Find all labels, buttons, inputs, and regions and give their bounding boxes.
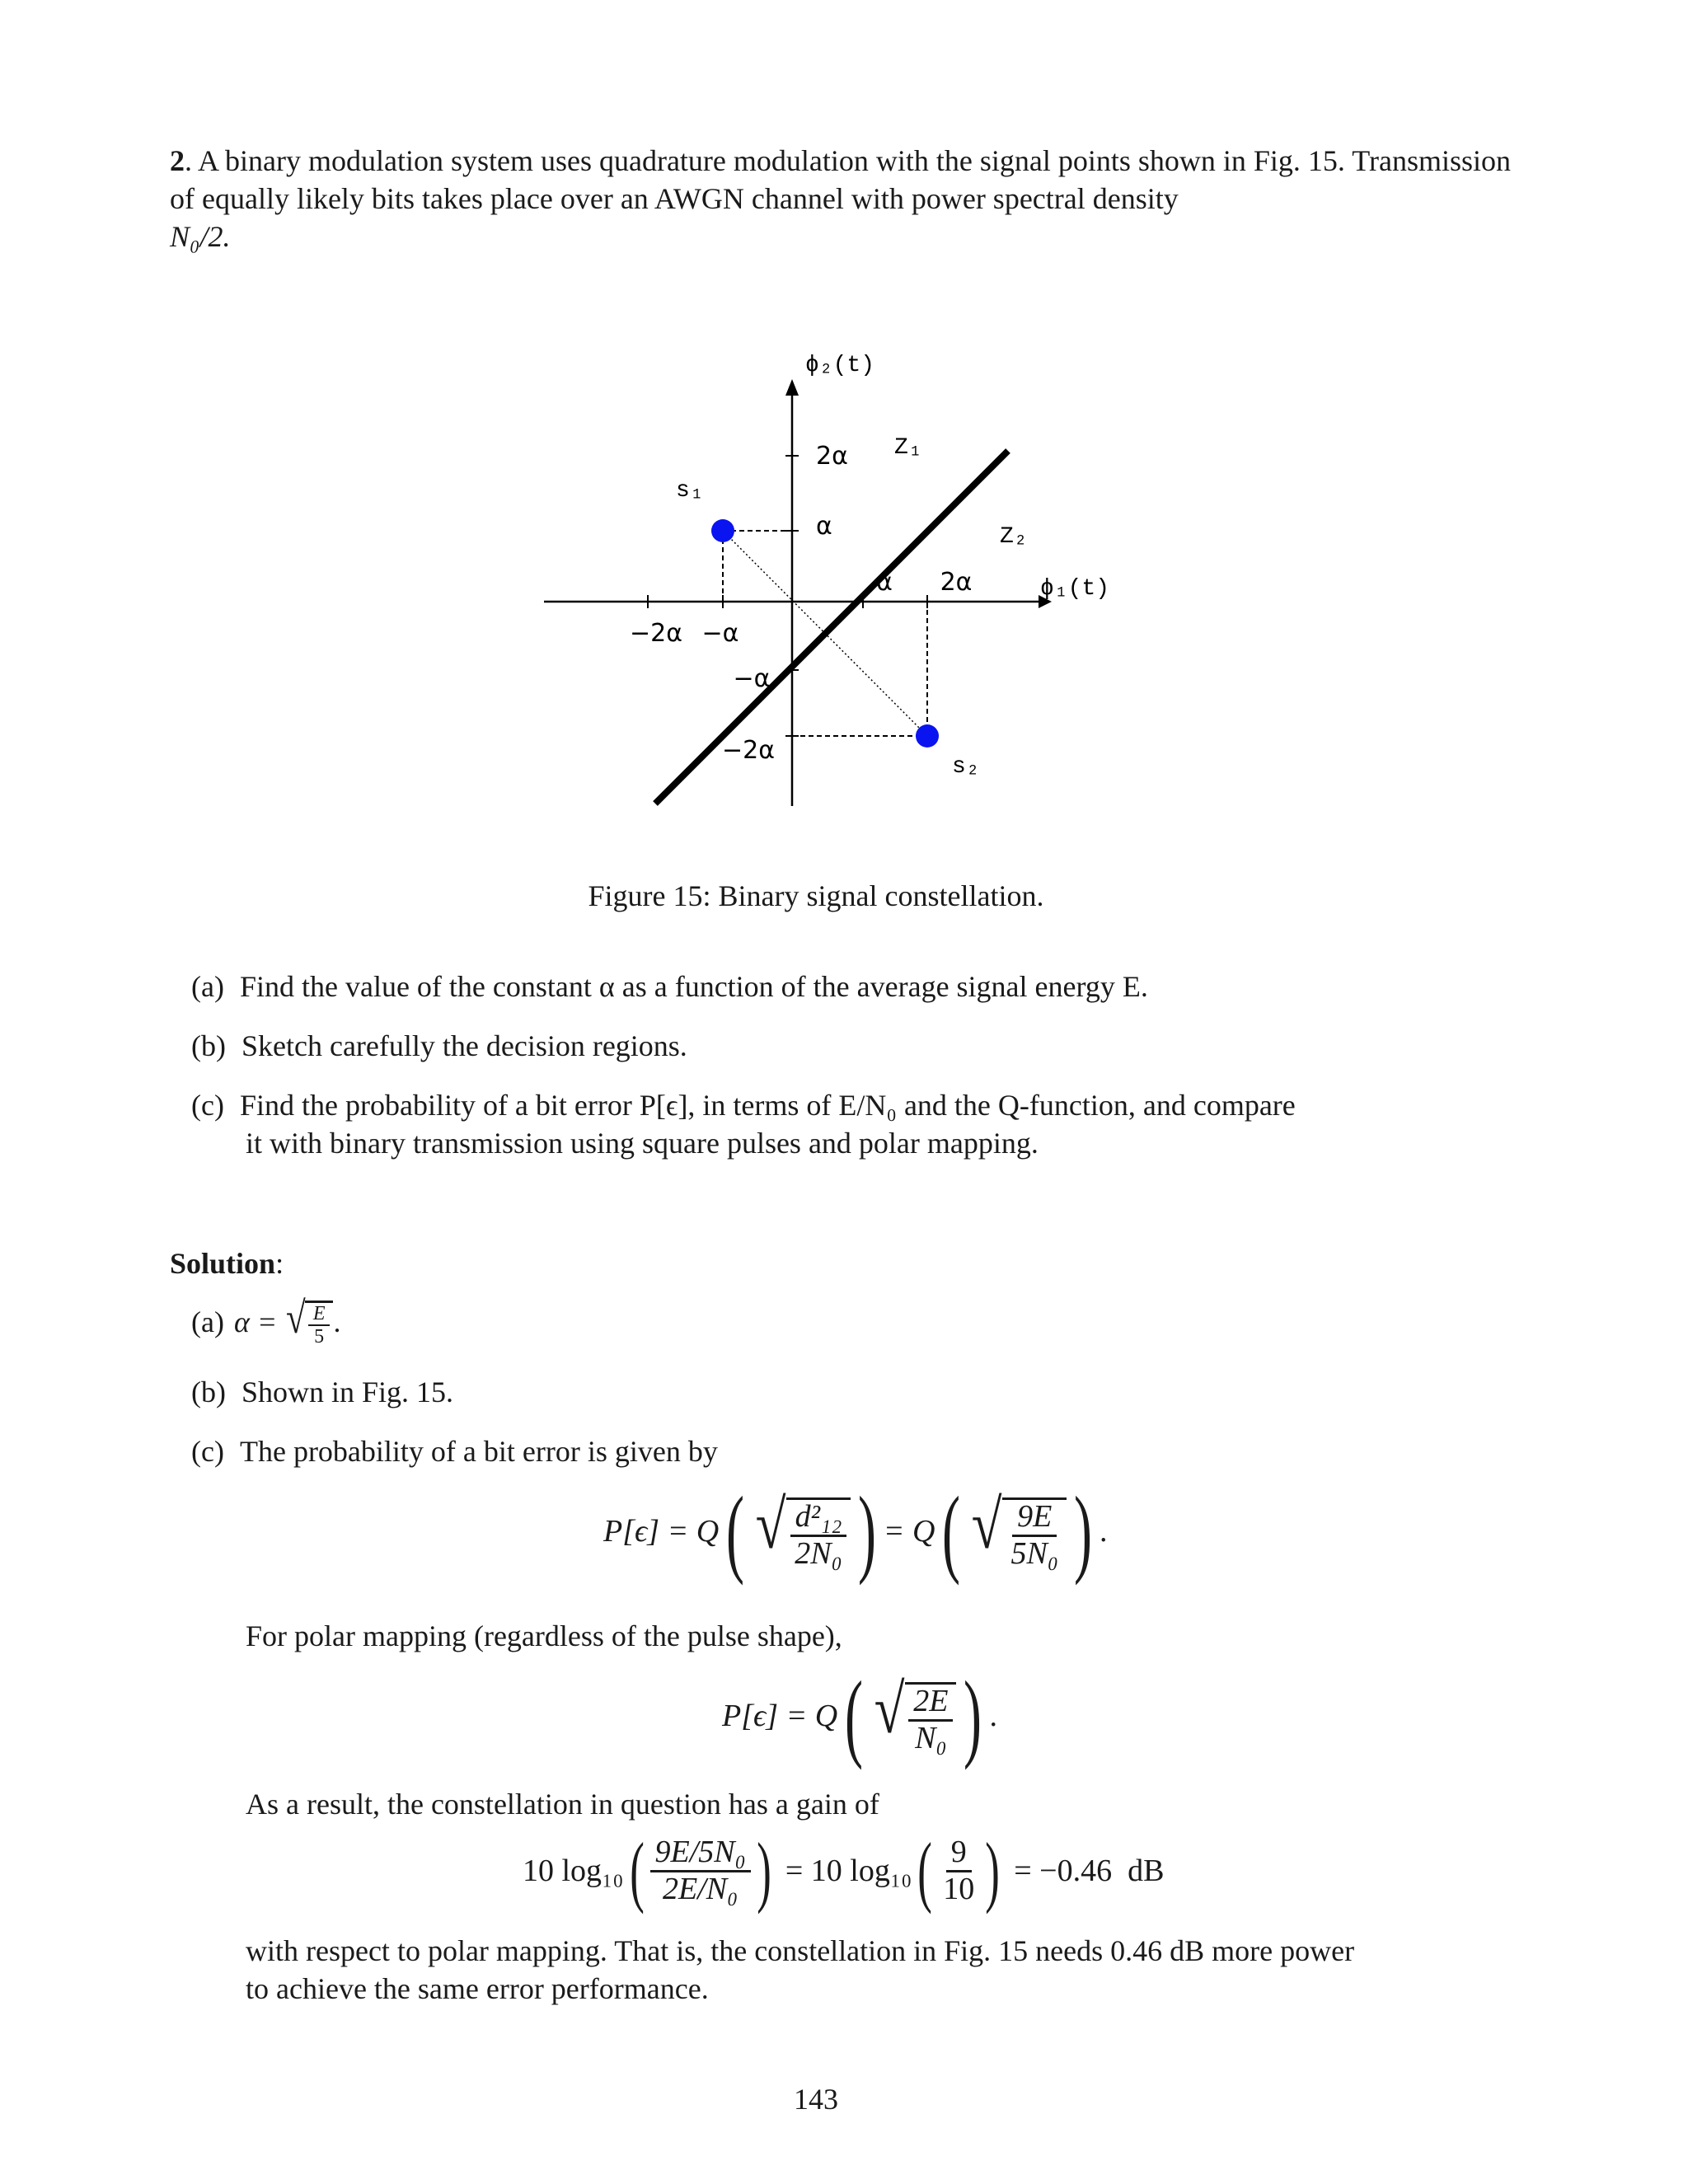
s1-label: s₁	[676, 478, 704, 504]
question-c-text-2: it with binary transmission using square pulses and polar mapping.	[246, 1127, 1039, 1160]
eq3-mid: = 10 log₁₀	[785, 1854, 912, 1888]
phi1-label: ϕ₁(t)	[1040, 576, 1110, 602]
eq3-num: 9E/5N₀	[650, 1835, 751, 1872]
solution-a-sqrt	[284, 1293, 333, 1348]
closing-line-2: to achieve the same error performance.	[246, 1972, 709, 2005]
eq3-lhs: 10 log₁₀	[523, 1854, 624, 1888]
equation-gain	[523, 1826, 1165, 1915]
solution-a-den: 5	[314, 1326, 325, 1348]
solution-b-label: (b)	[191, 1376, 226, 1408]
eq1-radicand	[786, 1497, 851, 1572]
question-b-label: (b)	[191, 1029, 226, 1062]
eq2-sqrt	[870, 1671, 956, 1756]
eq1-end: .	[1100, 1514, 1108, 1549]
eq1-den: 2N₀	[795, 1536, 842, 1571]
equation-polar	[722, 1661, 997, 1770]
problem-text: . A binary modulation system uses quadrature modulation with the signal points shown in Fig. 15. Transmission of equally likely bits takes place over an AWGN channel with power spectral density	[170, 144, 1511, 215]
solution-a-fraction	[308, 1303, 331, 1348]
problem-number: 2	[170, 144, 185, 177]
eq1-right-paren: )	[857, 1476, 876, 1586]
eq2-end: .	[989, 1699, 997, 1733]
tick-label-nega-left: −α	[701, 619, 739, 648]
eq2-den: N₀	[915, 1721, 947, 1755]
question-b	[191, 1027, 1526, 1065]
question-a	[191, 968, 1526, 1005]
solution-b-text: Shown in Fig. 15.	[241, 1376, 454, 1408]
solution-a-radicand	[305, 1301, 334, 1348]
eq1-left-paren-2: (	[942, 1476, 961, 1586]
eq2-left-paren: (	[845, 1661, 864, 1770]
z2-label: Z₂	[1000, 524, 1028, 550]
question-a-label: (a)	[191, 970, 224, 1003]
eq3-left-paren: (	[629, 1826, 645, 1915]
eq1-num: d²₁₂	[790, 1500, 847, 1537]
eq3-left-paren-2: (	[917, 1826, 933, 1915]
tick-label-nega-bottom: −α	[733, 664, 771, 693]
eq1-sqrt	[752, 1487, 851, 1572]
eq3-right-paren-2: )	[985, 1826, 1001, 1915]
eq1-num-2: 9E	[1012, 1500, 1057, 1537]
solution-heading-colon: :	[275, 1247, 284, 1280]
figure-caption: Figure 15: Binary signal constellation.	[588, 879, 1044, 912]
eq1-left-paren: (	[726, 1476, 745, 1586]
tick-label-a-right: α	[876, 568, 893, 597]
eq3-den-2: 10	[943, 1871, 975, 1906]
phi2-arrowhead	[785, 379, 799, 396]
signal-point-s1	[711, 519, 734, 542]
question-c	[191, 1086, 1543, 1162]
eq3-fraction	[650, 1835, 751, 1907]
radical-sign: √	[755, 1487, 786, 1564]
solution-a-end: .	[333, 1305, 341, 1338]
gain-text: As a result, the constellation in question has a gain of	[246, 1788, 879, 1821]
eq1-lhs: P[ϵ] = Q	[603, 1514, 720, 1549]
tick-label-2a-right: 2α	[940, 568, 973, 597]
eq3-right-paren: )	[757, 1826, 771, 1915]
tick-label-neg2a-left: −2α	[630, 619, 682, 648]
solution-a-label: (a)	[191, 1305, 224, 1338]
eq2-num: 2E	[908, 1685, 953, 1722]
phi2-label: ϕ₂(t)	[805, 353, 875, 378]
solution-c-text: The probability of a bit error is given by	[239, 1435, 718, 1468]
solution-heading	[170, 1244, 284, 1282]
eq3-den: 2E/N₀	[663, 1871, 738, 1906]
radical-sign: √	[874, 1671, 905, 1749]
solution-a-lhs: α =	[233, 1305, 278, 1338]
closing-line-1: with respect to polar mapping. That is, the constellation in Fig. 15 needs 0.46 dB more power	[246, 1934, 1355, 1967]
problem-text-end: N₀/2.	[170, 220, 231, 253]
question-b-text: Sketch carefully the decision regions.	[241, 1029, 687, 1062]
question-c-text-1: Find the probability of a bit error P[ϵ], in terms of E/N₀ and the Q-function, and compare	[239, 1089, 1296, 1122]
eq2-right-paren: )	[964, 1661, 982, 1770]
solution-heading-text: Solution	[170, 1247, 276, 1280]
eq3-fraction-2	[938, 1835, 979, 1907]
z1-label: Z₁	[894, 435, 922, 461]
eq1-fraction	[790, 1500, 847, 1572]
eq1-mid: = Q	[883, 1514, 935, 1549]
equation-bit-error	[603, 1476, 1108, 1586]
solution-a	[191, 1293, 341, 1348]
question-a-text: Find the value of the constant α as a function of the average signal energy E.	[239, 970, 1148, 1003]
eq1-right-paren-2: )	[1074, 1476, 1093, 1586]
closing-text	[246, 1932, 1531, 2008]
solution-a-num: E	[308, 1303, 331, 1326]
page-number: 143	[794, 2083, 838, 2116]
problem-statement	[170, 142, 1522, 255]
eq1-fraction-2	[1006, 1500, 1063, 1572]
radical-sign: √	[971, 1487, 1002, 1564]
constellation-figure	[528, 330, 1154, 824]
tick-label-neg2a-bottom: −2α	[722, 736, 775, 765]
s2-label: s₂	[952, 754, 980, 780]
solution-c-label: (c)	[191, 1435, 224, 1468]
eq1-den-2: 5N₀	[1010, 1536, 1059, 1571]
eq1-sqrt-2	[968, 1487, 1067, 1572]
solution-c	[191, 1432, 718, 1470]
eq2-fraction	[908, 1685, 953, 1756]
eq2-lhs: P[ϵ] = Q	[722, 1699, 838, 1733]
tick-label-2a-top: 2α	[816, 442, 848, 471]
question-c-label: (c)	[191, 1089, 224, 1122]
eq2-radicand	[905, 1682, 956, 1756]
signal-point-s2	[916, 724, 939, 748]
eq3-rhs: = −0.46 dB	[1014, 1854, 1165, 1888]
radical-sign: √	[286, 1293, 306, 1343]
eq1-radicand-2	[1002, 1497, 1067, 1572]
polar-mapping-text: For polar mapping (regardless of the pulse shape),	[246, 1619, 842, 1652]
tick-label-a-top: α	[816, 512, 832, 541]
solution-b	[191, 1373, 453, 1411]
eq3-num-2: 9	[946, 1835, 972, 1872]
